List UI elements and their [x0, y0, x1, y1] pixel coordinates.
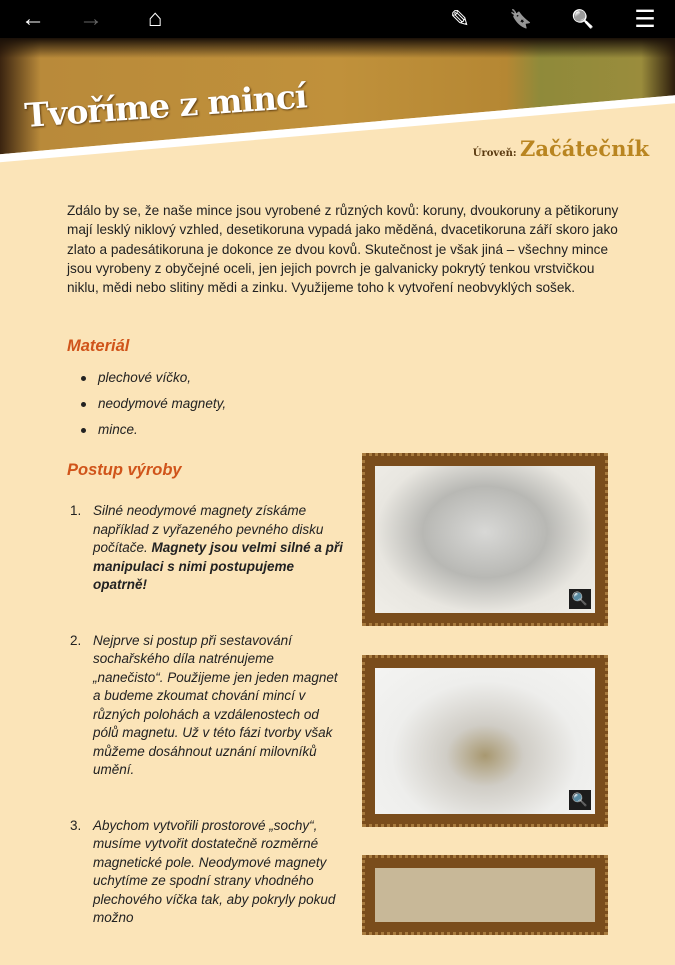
- search-icon[interactable]: 🔍: [571, 8, 595, 29]
- photo-frame-coin-sculpture[interactable]: [362, 655, 608, 827]
- zoom-magnifier-icon[interactable]: 🔍: [569, 589, 591, 609]
- third-photo: [375, 868, 595, 922]
- banner-texture: [0, 38, 675, 58]
- step-number: 2.: [70, 632, 82, 648]
- list-item: plechové víčko,: [98, 370, 226, 396]
- menu-icon[interactable]: ☰: [634, 5, 656, 33]
- hard-disk-photo: [375, 466, 595, 613]
- zoom-magnifier-icon[interactable]: 🔍: [569, 790, 591, 810]
- intro-paragraph: Zdálo by se, že naše mince jsou vyrobené z různých kovů: koruny, dvoukoruny a pětikoruny mají lesklý niklový vzhled, desetikoruna vypadá jako měděná, dvacetikoruna září skoro jako zlato a padesátikoruna je dokonce ze dvou kovů. Skutečnost je však jiná – všechny mince jsou vyrobeny z obyčejné oceli, jen jejich povrch je galvanicky pokrytý tenkou vrstvičkou niklu, mědi nebo slitiny mědi a zinku. Využijeme toho k vytvoření neobvyklých sošek.: [67, 203, 619, 296]
- materials-list: [98, 370, 226, 448]
- step-number: 1.: [70, 503, 82, 518]
- level-label: Úroveň:: [472, 148, 517, 159]
- step-warning: Magnety jsou velmi silné a při manipulaci s nimi postupujeme opatrně!: [93, 540, 343, 592]
- list-item: mince.: [98, 422, 226, 448]
- step-item: [70, 632, 345, 780]
- top-toolbar: [0, 0, 675, 38]
- page-title: Tvoříme z mincí: [23, 76, 308, 135]
- bookmark-icon[interactable]: 🔖: [509, 8, 533, 29]
- back-arrow-icon[interactable]: ←: [21, 5, 45, 32]
- material-heading: Materiál: [67, 337, 130, 355]
- steps-list: [70, 502, 345, 965]
- coin-sculpture-photo: [375, 668, 595, 814]
- step-text: Silné neodymové magnety získáme například z vyřazeného pevného disku počítače.: [93, 503, 324, 555]
- step-item: [70, 817, 345, 928]
- step-number: 3.: [70, 817, 82, 833]
- home-icon[interactable]: ⌂: [147, 5, 163, 32]
- forward-arrow-icon[interactable]: →: [79, 5, 103, 32]
- difficulty-level: [473, 136, 649, 161]
- photo-frame-third[interactable]: [362, 855, 608, 935]
- step-item: [70, 502, 345, 595]
- list-item: neodymové magnety,: [98, 396, 226, 422]
- procedure-heading: Postup výroby: [67, 461, 182, 479]
- step-text: Abychom vytvořili prostorové „sochy“, musíme vytvořit dostatečně rozměrné magnetické pole. Neodymové magnety uchytíme ze spodní strany vhodného plechového víčka tak, aby pokryly pokud možno: [93, 817, 336, 925]
- edit-pencil-icon[interactable]: ✎: [449, 5, 471, 33]
- photo-frame-hard-disk[interactable]: [362, 453, 608, 626]
- level-value: Začátečník: [520, 136, 649, 161]
- step-text: Nejprve si postup při sestavování sochařského díla natrénujeme „nanečisto“. Použijeme jen jeden magnet a budeme zkoumat chování mincí v různých polohách a vzdálenostech od pólů magnetu. Už v této fázi tvorby však můžeme dosáhnout uznání milovníků umění.: [93, 632, 338, 777]
